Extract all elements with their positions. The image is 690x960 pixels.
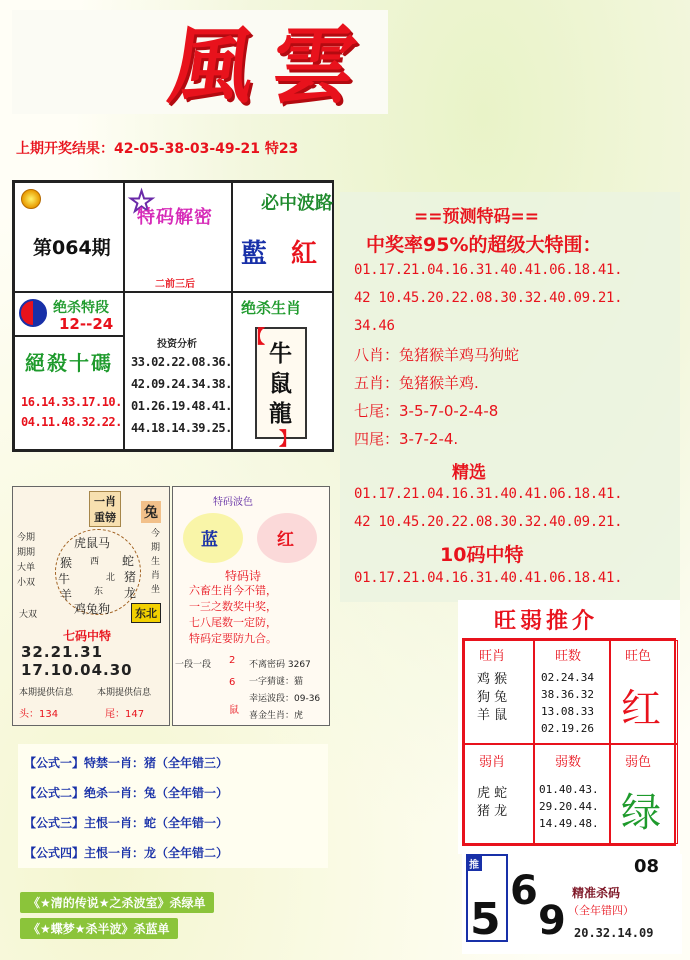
tail-label: 尾：147 xyxy=(105,709,145,720)
panel-left-title-2: 重镑 xyxy=(94,511,116,524)
bottom-left-4: 鼠 xyxy=(229,705,239,716)
strong-num-cell xyxy=(534,640,610,744)
kill-special-range: 12--24 xyxy=(59,315,114,333)
special-code-cell xyxy=(124,182,232,292)
formula-4: 【公式四】主恨一肖：龙（全年错二） xyxy=(24,846,229,860)
wave-blue-bubble xyxy=(183,513,243,563)
weak-color-cell xyxy=(610,744,678,844)
strong-weak-table xyxy=(462,638,676,846)
panel-left-title-1: 一肖 xyxy=(94,495,116,508)
big-small: 大双 xyxy=(19,610,38,620)
kill-zodiac-cell xyxy=(232,292,334,450)
bottom-right-3: 幸运波段：09-36 xyxy=(249,694,321,704)
bottom-left-3: 6 xyxy=(229,677,236,688)
weak-color-label: 弱色 xyxy=(625,755,652,770)
wave-color-red: 紅 xyxy=(291,239,318,269)
kill-ten-row-2: 04.11.48.32.22. xyxy=(21,415,122,429)
strong-num-3: 13.08.33 xyxy=(541,705,594,718)
kill-digit-2: 6 xyxy=(510,868,538,914)
wheel-dragon: 龙 xyxy=(124,586,137,600)
formula-list xyxy=(18,744,328,868)
prediction-row-2: 42 10.45.20.22.08.30.32.40.09.21. xyxy=(354,290,623,306)
right-labels xyxy=(151,527,165,597)
strong-color-label: 旺色 xyxy=(625,649,652,664)
weak-num-2: 29.20.44. xyxy=(539,800,599,813)
weak-zodiac-1: 虎 蛇 xyxy=(477,786,508,801)
special-code-label: 特码解密 xyxy=(137,207,213,228)
formula-2: 【公式二】绝杀一肖：兔（全年错一） xyxy=(24,786,229,800)
seven-row-1: 32.21.31 xyxy=(21,643,104,661)
wave-poem-panel xyxy=(172,486,330,726)
prediction-heading: ==预测特码== xyxy=(414,207,539,227)
strong-zodiac-3: 羊 鼠 xyxy=(477,708,508,723)
strong-zodiac-list xyxy=(477,671,507,725)
strong-zodiac-cell xyxy=(464,640,534,744)
bottom-left-2: 2 xyxy=(229,655,236,666)
ten-code-label: 10码中特 xyxy=(440,544,524,566)
wave-red-bubble xyxy=(257,513,317,563)
kill-ten-cell xyxy=(14,336,124,450)
poem-line-1: 六畜生肖今不错， xyxy=(189,584,277,597)
kill-zodiac-3: 龍 xyxy=(269,400,292,427)
kill-ten-label: 絕殺十碼 xyxy=(25,351,113,375)
main-grid xyxy=(12,180,334,452)
strong-color: 红 xyxy=(621,686,661,732)
left-label-c: 大单 xyxy=(17,563,36,573)
weak-zodiac-2: 猪 龙 xyxy=(477,804,508,819)
wheel-west: 西 xyxy=(90,557,100,567)
strong-num-label: 旺数 xyxy=(555,649,582,664)
strong-num-list xyxy=(541,669,594,737)
zodiac-wheel-panel xyxy=(12,486,170,726)
tag-2: 《★蝶梦★杀半波》杀蓝单 xyxy=(20,918,178,939)
left-label-d: 小双 xyxy=(17,578,36,588)
weak-zodiac-label: 弱肖 xyxy=(479,755,506,770)
info-left: 本期提供信息 xyxy=(19,688,74,698)
formula-3: 【公式三】主恨一肖：蛇（全年错一） xyxy=(24,816,229,830)
invest-row-1: 33.02.22.08.36. xyxy=(131,355,232,369)
wave-cell xyxy=(232,182,334,292)
kill-special-cell xyxy=(14,292,124,336)
seven-row-2: 17.10.04.30 xyxy=(21,661,133,679)
wheel-ox: 牛 xyxy=(58,572,71,586)
poem-line-4: 特码定要防九合。 xyxy=(189,632,277,645)
right-label-3: 生 xyxy=(151,557,161,567)
wheel-monkey: 猴 xyxy=(60,556,73,570)
bottom-left-1: 一段一段 xyxy=(175,660,212,670)
zodiac-wheel xyxy=(55,529,141,615)
kill-special-label: 绝杀特段 xyxy=(53,300,109,316)
wave-red: 红 xyxy=(277,530,294,550)
period-number: 第064期 xyxy=(33,237,111,259)
strong-num-4: 02.19.26 xyxy=(541,722,594,735)
wheel-sheep: 羊 xyxy=(60,588,73,602)
strong-zodiac-label: 旺肖 xyxy=(479,649,506,664)
poem-line-2: 一三之数奖中奖， xyxy=(189,600,277,613)
last-result: 上期开奖结果：42-05-38-03-49-21 特23 xyxy=(16,141,299,157)
strong-color-cell xyxy=(610,640,678,744)
poem-label: 特码诗 xyxy=(225,569,262,583)
strong-zodiac-2: 狗 兔 xyxy=(477,690,508,705)
wheel-snake: 蛇 xyxy=(122,554,135,568)
kill-zodiac-1: 牛 xyxy=(269,340,292,367)
section-label: 二前三后 xyxy=(155,279,195,290)
poem-line-3: 七八尾数一定防， xyxy=(189,616,277,629)
bottom-right-2: 一字猜谜：猫 xyxy=(249,677,304,687)
weak-num-1: 01.40.43. xyxy=(539,783,599,796)
seven-tails: 七尾：3-5-7-0-2-4-8 xyxy=(354,402,499,420)
right-label-2: 期 xyxy=(151,543,161,553)
prediction-row-3: 34.46 xyxy=(354,318,395,334)
kill-zodiac-2: 鼠 xyxy=(269,370,292,397)
kill-label: 精准杀码 xyxy=(572,886,621,900)
invest-row-3: 01.26.19.48.41. xyxy=(131,399,232,413)
select-label: 精选 xyxy=(452,463,486,483)
kill-small-digit: 08 xyxy=(634,856,660,877)
logo-icon xyxy=(21,189,41,209)
wheel-east: 东 xyxy=(94,587,104,597)
bottom-right xyxy=(249,657,320,725)
ten-code-row: 01.17.21.04.16.31.40.41.06.18.41. xyxy=(354,570,623,586)
left-label-a: 今期 xyxy=(17,533,36,543)
bottom-right-1: 不离密码 3267 xyxy=(249,660,311,670)
bracket-bottom: 】 xyxy=(279,429,297,450)
kill-digit-1: 5 xyxy=(470,894,501,945)
bottom-right-4: 喜金生肖：虎 xyxy=(249,711,304,721)
prediction-subheading: 中奖率95%的超级大特围： xyxy=(366,234,602,256)
direction-badge: 东北 xyxy=(131,603,161,623)
corner-badge: 推 xyxy=(466,856,482,871)
head-label: 头：134 xyxy=(19,709,59,720)
kill-ten-row-1: 16.14.33.17.10. xyxy=(21,395,122,409)
wheel-north: 北 xyxy=(106,573,116,583)
prediction-row-1: 01.17.21.04.16.31.40.41.06.18.41. xyxy=(354,262,623,278)
panel-left-title xyxy=(89,491,121,527)
formula-1: 【公式一】特禁一肖：猪（全年错三） xyxy=(24,756,229,770)
wave-color-blue: 藍 xyxy=(241,239,268,269)
left-labels xyxy=(17,531,35,591)
wave-title: 特码波色 xyxy=(213,497,253,508)
weak-color: 绿 xyxy=(621,790,661,836)
invest-row-2: 42.09.24.34.38. xyxy=(131,377,232,391)
poem xyxy=(189,583,277,647)
weak-num-list xyxy=(539,781,599,832)
wave-label: 必中波路 xyxy=(261,193,333,214)
kill-zodiac-label: 绝杀生肖 xyxy=(241,299,302,317)
wave-blue: 蓝 xyxy=(201,530,218,550)
bracket-top: 【 xyxy=(247,327,265,348)
strong-weak-title: 旺弱推介 xyxy=(494,609,599,634)
strong-num-1: 02.24.34 xyxy=(541,671,594,684)
weak-zodiac-list xyxy=(477,785,507,821)
kill-label-2: （全年错四） xyxy=(568,904,634,917)
invest-label: 投资分析 xyxy=(157,339,197,350)
wheel-bottom: 鸡兔狗 xyxy=(74,602,111,616)
left-label-b: 期期 xyxy=(17,548,36,558)
page-title: 風雲 xyxy=(163,16,382,115)
strong-weak-panel xyxy=(458,600,680,854)
weak-num-3: 14.49.48. xyxy=(539,817,599,830)
invest-row-4: 44.18.14.39.25. xyxy=(131,421,232,435)
invest-cell xyxy=(124,292,232,450)
seven-code-label: 七码中特 xyxy=(63,629,112,643)
four-tails: 四尾：3-7-2-4. xyxy=(354,430,459,448)
eight-zodiac: 八肖：兔猪猴羊鸡马狗蛇 xyxy=(354,346,520,364)
weak-num-cell xyxy=(534,744,610,844)
wheel-top: 虎鼠马 xyxy=(74,536,111,550)
corner-zodiac: 兔 xyxy=(141,501,161,523)
kill-numbers: 20.32.14.09 xyxy=(574,926,654,940)
weak-zodiac-cell xyxy=(464,744,534,844)
info-right: 本期提供信息 xyxy=(97,688,152,698)
star-icon: ★ xyxy=(129,185,155,218)
prediction-panel xyxy=(340,192,680,602)
weak-num-label: 弱数 xyxy=(555,755,582,770)
period-cell xyxy=(14,182,124,292)
right-label-1: 今 xyxy=(151,529,161,539)
five-zodiac: 五肖：兔猪猴羊鸡. xyxy=(354,374,479,392)
strong-zodiac-1: 鸡 猴 xyxy=(477,672,508,687)
strong-num-2: 38.36.32 xyxy=(541,688,594,701)
select-row-2: 42 10.45.20.22.08.30.32.40.09.21. xyxy=(354,514,623,530)
select-row-1: 01.17.21.04.16.31.40.41.06.18.41. xyxy=(354,486,623,502)
kill-digit-3: 9 xyxy=(538,898,566,944)
kill-code-panel xyxy=(462,854,682,954)
tag-1: 《★清的传说★之杀波室》杀绿单 xyxy=(20,892,214,913)
kill-zodiac-frame xyxy=(247,327,307,450)
right-label-4: 肖 xyxy=(151,571,161,581)
right-label-5: 坐 xyxy=(151,585,161,595)
yinyang-icon xyxy=(19,299,47,327)
wheel-pig: 猪 xyxy=(124,570,137,584)
